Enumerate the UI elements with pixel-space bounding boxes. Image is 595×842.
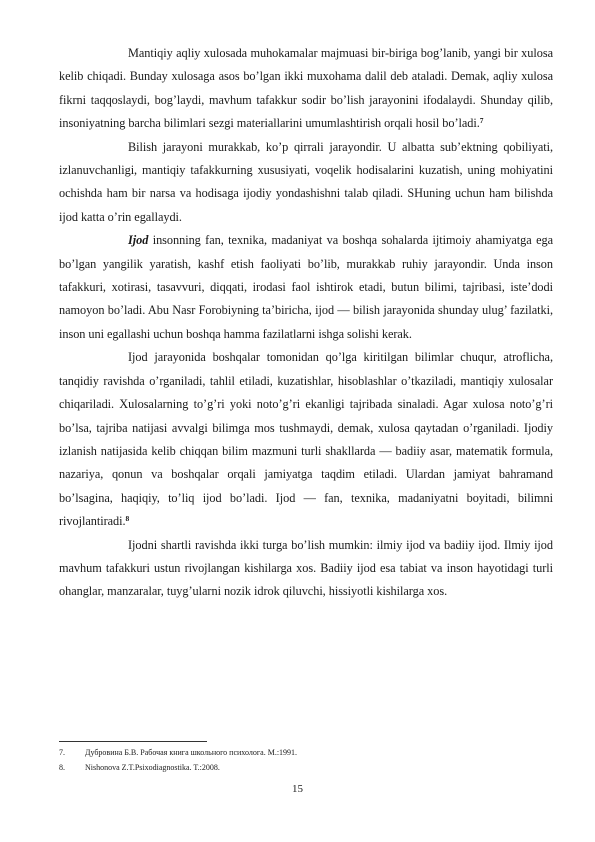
- paragraph-2-text: Bilish jarayoni murakkab, ko’p qirrali jarayondir. U albatta sub’ektning qobiliyati, izlanuvchanligi, mantiqiy tafakkurning xususiyati, voqelik hodisalarini kuzatish, uning mohiyatini ochishda ham bir narsa va hodisaga ijodiy yondashishni talab qiladi. SHuning uchun ham bilishda ijod katta o’rin egallaydi.: [59, 139, 553, 224]
- page-body: [59, 42, 553, 604]
- paragraph-4-text: Ijod jarayonida boshqalar tomonidan qo’lga kiritilgan bilimlar chuqur, atroflicha, tanqidiy ravishda o’rganiladi, tahlil etiladi, kuzatishlar, hisoblashlar o’tkaziladi, mantiqiy xulosalar chiqariladi. Xulosalarning to’g’ri yoki noto’g’ri ekanligi tajribada sinaladi. Agar xulosa noto’g’ri bo’lsa, tajriba natijasi avvalgi bilimga mos tushmaydi, demak, xulosa qaytadan o’rganiladi. Ijodiy izlanish natijasida kelib chiqqan bilim mazmuni turli shakllarda — badiiy asar, matematik formula, nazariya, qonun va boshqalar orqali jamiyatga taqdim etiladi. Ulardan jamiyat bahramand bo’lsagina, haqiqiy, to’liq ijod bo’ladi. Ijod — fan, texnika, madaniyatni boyitadi, bilimni rivojlantiradi.: [59, 350, 553, 529]
- footnote-number: 7.: [59, 748, 65, 757]
- footnote-divider: [59, 741, 207, 742]
- footnote-7: [59, 745, 553, 760]
- footnote-ref-7[interactable]: 7: [479, 116, 484, 126]
- paragraph-1: [59, 42, 553, 136]
- paragraph-5-text: Ijodni shartli ravishda ikki turga bo’lish mumkin: ilmiy ijod va badiiy ijod. Ilmiy ijod mavhum tafakkuri ustun rivojlangan kishilarga xos. Badiiy ijod esa tabiat va inson hayotidagi turli ohanglar, manzaralar, tuyg’ularni nozik idrok qiluvchi, hissiyotli kishilarga xos.: [59, 537, 553, 599]
- footnote-text: Дубровина Б.В. Рабочая книга школьного психолога. М.:1991.: [85, 748, 298, 757]
- footnote-8: [59, 760, 553, 775]
- paragraph-5: [59, 534, 553, 604]
- paragraph-1-text: Mantiqiy aqliy xulosada muhokamalar majmuasi bir-biriga bog’lanib, yangi bir xulosa kelib chiqadi. Bunday xulosaga asos bo’lgan ikki muxohama dalil deb ataladi. Demak, aqliy xulosa fikrni taqqoslaydi, bog’laydi, mavhum tafakkur sodir bo’lish jarayonini ifodalaydi. Shunday qilib, insoniyatning barcha bilimlari sezgi materiallarini umumlashtirish orqali hosil bo’ladi.: [59, 46, 553, 131]
- paragraph-3-text: insonning fan, texnika, madaniyat va boshqa sohalarda ijtimoiy ahamiyatga ega bo’lgan yangilik yaratish, kashf etish faoliyati bo’lib, murakkab ruhiy jarayondir. Unda inson tafakkuri, xotirasi, tasavvuri, diqqati, irodasi faol ishtirok etadi, butun bilimi, tajribasi, iste’dodi namoyon bo’ladi. Abu Nasr Forobiyning ta’biricha, ijod — bilish jarayonida shunday ulug’ fazilatki, inson uni egallashi uchun boshqa hamma fazilatlarni ishga solishi kerak.: [59, 233, 553, 341]
- page-number: 15: [292, 783, 303, 795]
- paragraph-3: [59, 229, 553, 346]
- term-ijod: Ijod: [128, 233, 149, 248]
- paragraph-4: [59, 346, 553, 533]
- paragraph-2: [59, 136, 553, 230]
- footnotes: [59, 745, 553, 775]
- footnote-number: 8.: [59, 763, 65, 772]
- footnote-text: Nishonova Z.T.Psixodiagnostika. T.:2008.: [85, 763, 220, 772]
- footnote-ref-8[interactable]: 8: [125, 514, 130, 524]
